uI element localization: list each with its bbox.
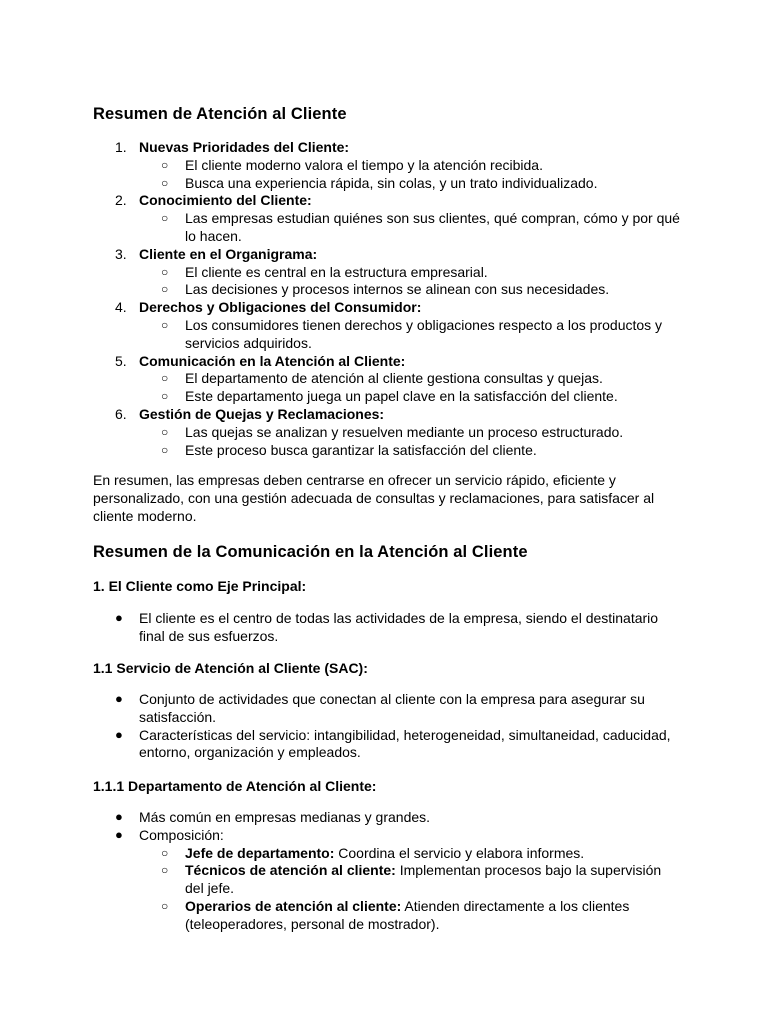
disc-bullet-icon: ●: [115, 610, 123, 625]
item-title: Comunicación en la Atención al Cliente:: [139, 352, 406, 369]
sub-list: [139, 264, 683, 300]
bullet-item: [93, 727, 683, 763]
item-number: 2.: [115, 192, 127, 209]
sub-list: [139, 317, 683, 353]
item-number: 4.: [115, 299, 127, 316]
sub-item: [139, 845, 683, 863]
bullet-text: Características del servicio: intangibilidad, heterogeneidad, simultaneidad, caducidad, entorno, organización y empleados.: [139, 726, 671, 761]
circle-bullet-icon: ○: [161, 389, 169, 404]
sub-item: [139, 424, 683, 442]
sub-item: [139, 175, 683, 193]
subheading-sac: 1.1 Servicio de Atención al Cliente (SAC):: [93, 660, 368, 676]
document-page: [93, 0, 683, 1024]
sub-item: [139, 388, 683, 406]
sub-item: [139, 370, 683, 388]
item-number: 3.: [115, 245, 127, 262]
sub-item-text: Las empresas estudian quiénes son sus clientes, qué compran, cómo y por qué lo hacen.: [185, 210, 680, 244]
sub-item: [139, 317, 683, 353]
bullet-item: [93, 827, 683, 934]
bullet-list-departamento: [93, 809, 683, 934]
section-title-comunicacion: Resumen de la Comunicación en la Atención al Cliente: [93, 543, 528, 561]
circle-bullet-icon: ○: [161, 317, 169, 332]
circle-bullet-icon: ○: [161, 264, 169, 279]
disc-bullet-icon: ●: [115, 826, 123, 842]
sub-item: [139, 281, 683, 299]
summary-paragraph: En resumen, las empresas deben centrarse en ofrecer un servicio rápido, eficiente y personalizado, con una gestión adecuada de consultas y reclamaciones, para satisfacer al cliente moderno.: [93, 472, 655, 524]
role-label: Operarios de atención al cliente:: [185, 897, 402, 914]
sub-item: [139, 442, 683, 460]
circle-bullet-icon: ○: [161, 845, 169, 860]
item-number: 5.: [115, 352, 127, 369]
item-title: Nuevas Prioridades del Cliente:: [139, 139, 350, 155]
circle-bullet-icon: ○: [161, 282, 169, 297]
bullet-item: [93, 809, 683, 827]
subheading-eje-principal: 1. El Cliente como Eje Principal:: [93, 578, 307, 594]
sub-item-text: El departamento de atención al cliente gestiona consultas y quejas.: [185, 370, 603, 387]
sub-list: [139, 210, 683, 246]
circle-bullet-icon: ○: [161, 175, 169, 190]
sub-item-text: El cliente es central en la estructura empresarial.: [185, 263, 488, 280]
role-desc: Coordina el servicio y elabora informes.: [334, 844, 585, 861]
item-number: 6.: [115, 405, 127, 422]
disc-bullet-icon: ●: [115, 691, 123, 706]
sub-list: [139, 157, 683, 193]
circle-bullet-icon: ○: [161, 898, 169, 913]
list-item: [93, 139, 683, 192]
subheading-departamento: 1.1.1 Departamento de Atención al Cliente:: [93, 778, 377, 794]
priorities-list: [93, 139, 683, 459]
role-label: Técnicos de atención al cliente:: [185, 862, 396, 879]
sub-item: [139, 898, 683, 934]
role-desc: Implementan procesos bajo la supervisión del jefe.: [185, 862, 662, 897]
role-desc: Atienden directamente a los clientes (teleoperadores, personal de mostrador).: [185, 897, 630, 932]
circle-bullet-icon: ○: [161, 863, 169, 878]
bullet-item: [93, 691, 683, 727]
sub-list: [139, 424, 683, 460]
item-title: Derechos y Obligaciones del Consumidor:: [139, 299, 422, 316]
sub-item-text: Las decisiones y procesos internos se alinean con sus necesidades.: [185, 281, 610, 298]
disc-bullet-icon: ●: [115, 809, 123, 824]
sub-item-text: Busca una experiencia rápida, sin colas, y un trato individualizado.: [185, 174, 598, 191]
sub-item: [139, 210, 683, 246]
bullet-item: [93, 610, 683, 646]
list-item: [93, 192, 683, 245]
item-number: 1.: [115, 139, 127, 155]
bullet-text: El cliente es el centro de todas las actividades de la empresa, siendo el destinatario final de sus esfuerzos.: [139, 610, 659, 644]
role-label: Jefe de departamento:: [185, 844, 335, 861]
bullet-text: Conjunto de actividades que conectan al cliente con la empresa para asegurar su satisfacción.: [139, 691, 645, 725]
bullet-list-eje: [93, 610, 683, 646]
item-title: Conocimiento del Cliente:: [139, 192, 312, 209]
item-title: Gestión de Quejas y Reclamaciones:: [139, 405, 385, 422]
sub-item-text: El cliente moderno valora el tiempo y la atención recibida.: [185, 156, 543, 173]
sub-item: [139, 862, 683, 898]
list-item: [93, 299, 683, 352]
sub-item-text: Los consumidores tienen derechos y obligaciones respecto a los productos y servicios adquiridos.: [185, 316, 663, 351]
circle-bullet-icon: ○: [161, 424, 169, 439]
circle-bullet-icon: ○: [161, 371, 169, 386]
sub-item-text: Las quejas se analizan y resuelven mediante un proceso estructurado.: [185, 423, 624, 440]
section-title-atencion: Resumen de Atención al Cliente: [93, 105, 347, 123]
sub-item: [139, 157, 683, 175]
circle-bullet-icon: ○: [161, 157, 169, 172]
circle-bullet-icon: ○: [161, 211, 169, 226]
bullet-text: Composición:: [139, 826, 224, 843]
sub-item-text: Este departamento juega un papel clave en la satisfacción del cliente.: [185, 388, 618, 405]
composicion-list: [139, 845, 683, 934]
bullet-list-sac: [93, 691, 683, 762]
list-item: [93, 353, 683, 406]
item-title: Cliente en el Organigrama:: [139, 245, 318, 262]
list-item: [93, 246, 683, 299]
list-item: [93, 406, 683, 459]
sub-item: [139, 264, 683, 282]
bullet-text: Más común en empresas medianas y grandes.: [139, 809, 431, 825]
circle-bullet-icon: ○: [161, 442, 169, 457]
sub-item-text: Este proceso busca garantizar la satisfacción del cliente.: [185, 441, 537, 458]
sub-list: [139, 370, 683, 406]
disc-bullet-icon: ●: [115, 726, 123, 742]
